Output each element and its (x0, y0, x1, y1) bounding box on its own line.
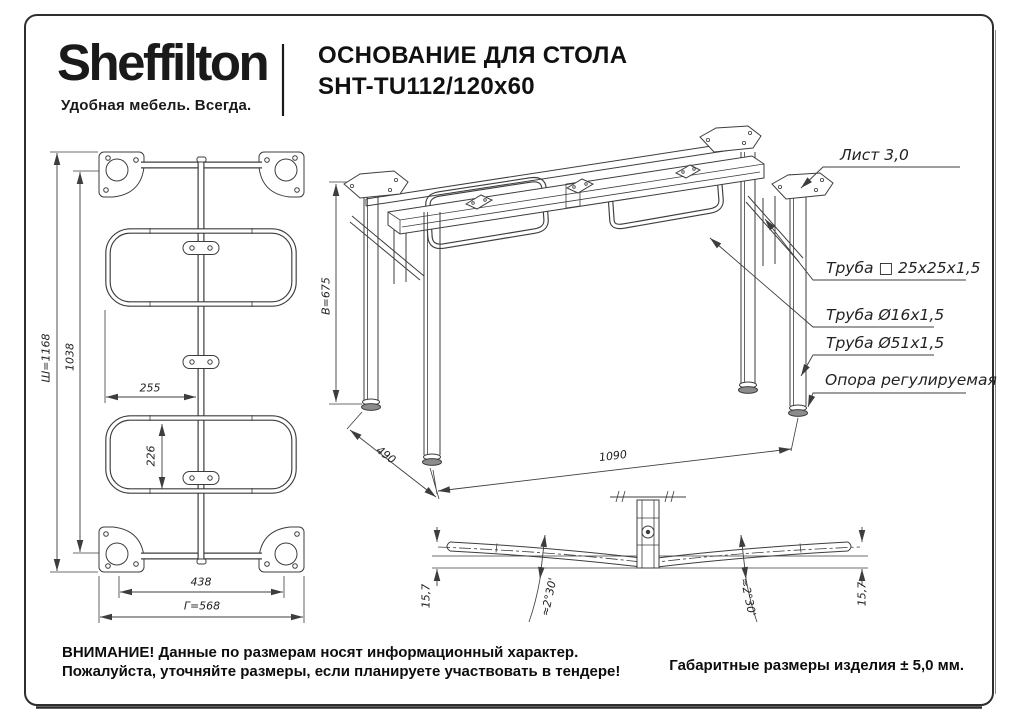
warning-note-line1: ВНИМАНИЕ! Данные по размерам носят информационный характер. (62, 644, 579, 661)
dim-loop-offset: 255 (139, 381, 161, 395)
brand-tagline: Удобная мебель. Всегда. (61, 97, 252, 114)
page-title-line1: ОСНОВАНИЕ ДЛЯ СТОЛА (318, 42, 628, 69)
callout-sheet-thickness: Лист 3,0 (840, 146, 909, 164)
adjustable-feet (362, 382, 808, 465)
dim-end-drop-right: 15,7 (855, 581, 869, 607)
iso-view-drawing (329, 126, 833, 499)
callout-round-tube-16: Труба Ø16x1,5 (826, 306, 945, 324)
dim-leg-span: 1090 (598, 447, 628, 465)
callout-adjustable-foot: Опора регулируемая (825, 371, 997, 389)
dim-height: В=675 (319, 277, 333, 315)
dim-loop-inner: 226 (144, 445, 158, 467)
sheet-border (25, 15, 996, 708)
tolerance-note: Габаритные размеры изделия ± 5,0 мм. (669, 657, 964, 674)
warning-note-line2: Пожалуйста, уточняйте размеры, если планируете участвовать в тендере! (62, 663, 621, 680)
dim-bend-angle-right: ≈2°30' (737, 576, 759, 618)
dim-overall-depth: Г=568 (183, 599, 221, 613)
page-title-line2: SHT-TU112/120x60 (318, 73, 535, 100)
dim-plate-centers: 438 (190, 575, 212, 589)
callout-square-tube: Труба □ 25x25x1,5 (826, 259, 981, 277)
dim-bend-angle-left: ≈2°30' (538, 576, 560, 618)
dim-end-drop-left: 15,7 (419, 583, 433, 609)
brand-logo: Sheffilton (57, 34, 268, 91)
crossbar-view-drawing (432, 491, 868, 622)
dim-overall-width: Ш=1168 (39, 333, 53, 383)
dim-depth: 490 (373, 443, 399, 467)
top-view-drawing (50, 152, 304, 623)
dim-inner-width: 1038 (63, 343, 77, 371)
callout-round-tube-51: Труба Ø51x1,5 (826, 334, 945, 352)
